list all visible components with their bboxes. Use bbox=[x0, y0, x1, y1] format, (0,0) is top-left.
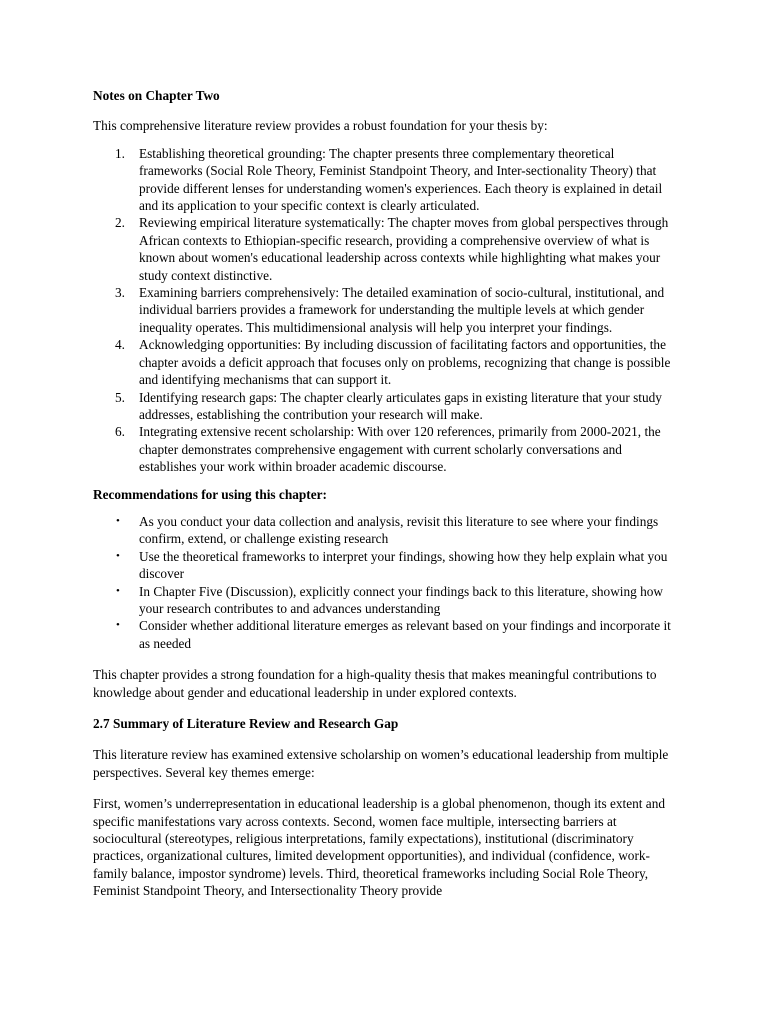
bullet-icon: • bbox=[116, 584, 120, 597]
list-item-text: Integrating extensive recent scholarship: With over 120 references, primarily from 2000-2021, the chapter demonstrates comprehensive engagement with current scholarly conversations and establishes your work within broader academic discourse. bbox=[139, 424, 661, 475]
list-item-text: Establishing theoretical grounding: The chapter presents three complementary theoretical frameworks (Social Role Theory, Feminist Standpoint Theory, and Inter-sectionality Theory) that provide different lenses for understanding women's experiences. Each theory is explained in detail and its application to your specific context is clearly articulated. bbox=[139, 145, 663, 214]
bullet-item-text: In Chapter Five (Discussion), explicitly connect your findings back to this literature, showing how your research contributes to and advances understanding bbox=[139, 583, 664, 616]
list-item bbox=[93, 389, 678, 424]
list-number: 6. bbox=[115, 424, 125, 440]
list-number: 1. bbox=[115, 145, 125, 161]
numbered-list bbox=[93, 145, 678, 476]
bullet-item bbox=[93, 548, 678, 583]
bullet-icon: • bbox=[116, 549, 120, 562]
list-item bbox=[93, 214, 678, 284]
bullet-item bbox=[93, 583, 678, 618]
list-number: 4. bbox=[115, 337, 125, 353]
section-body-paragraph: First, women’s underrepresentation in educational leadership is a global phenomenon, though its extent and specific manifestations vary across contexts. Second, women face multiple, intersecting barriers at sociocultural (stereotypes, religious interpretations, family expectations), institutional (discriminatory practices, organizational cultures, limited development opportunities), and individual (confidence, work-family balance, impostor syndrome) levels. Third, theoretical frameworks including Social Role Theory, Feminist Standpoint Theory, and Intersectionality Theory provide bbox=[93, 796, 665, 899]
document-content bbox=[93, 87, 678, 900]
bullet-item-text: As you conduct your data collection and analysis, revisit this literature to see where your findings confirm, extend, or challenge existing research bbox=[139, 513, 659, 547]
list-item-text: Identifying research gaps: The chapter clearly articulates gaps in existing literature that your study addresses, establishing the contribution your research will make. bbox=[139, 389, 662, 422]
bullet-item-text: Consider whether additional literature emerges as relevant based on your findings and incorporate it as needed bbox=[139, 618, 671, 651]
list-item-text: Acknowledging opportunities: By including discussion of facilitating factors and opportunities, the chapter avoids a deficit approach that focuses only on problems, recognizing that change is possible and identifying mechanisms that can support it. bbox=[139, 337, 671, 388]
bullet-item bbox=[93, 513, 678, 548]
bullet-icon: • bbox=[116, 619, 120, 632]
list-number: 2. bbox=[115, 215, 125, 231]
list-item bbox=[93, 284, 678, 336]
recommendations-heading: Recommendations for using this chapter: bbox=[93, 486, 327, 502]
list-item-text: Reviewing empirical literature systematically: The chapter moves from global perspectives through African contexts to Ethiopian-specific research, providing a comprehensive overview of what is known about women's educational leadership across contexts while highlighting what makes your study context distinctive. bbox=[139, 215, 669, 283]
closing-paragraph: This chapter provides a strong foundation for a high-quality thesis that makes meaningful contributions to knowledge about gender and educational leadership in under explored contexts. bbox=[93, 667, 657, 700]
section-heading: 2.7 Summary of Literature Review and Research Gap bbox=[93, 716, 399, 731]
list-item bbox=[93, 145, 678, 215]
list-item bbox=[93, 336, 678, 388]
bullet-item bbox=[93, 617, 678, 652]
list-number: 5. bbox=[115, 389, 125, 405]
intro-paragraph: This comprehensive literature review provides a robust foundation for your thesis by: bbox=[93, 118, 548, 134]
section-intro-paragraph: This literature review has examined extensive scholarship on women’s educational leadership from multiple perspectives. Several key themes emerge: bbox=[93, 747, 669, 780]
list-number: 3. bbox=[115, 285, 125, 301]
bullet-list bbox=[93, 513, 678, 652]
list-item bbox=[93, 423, 678, 475]
notes-heading: Notes on Chapter Two bbox=[93, 88, 220, 103]
list-item-text: Examining barriers comprehensively: The detailed examination of socio-cultural, institutional, and individual barriers provides a framework for understanding the multiple levels at which gender inequality operates. This multidimensional analysis will help you interpret your findings. bbox=[139, 285, 665, 335]
bullet-item-text: Use the theoretical frameworks to interpret your findings, showing how they help explain what you discover bbox=[139, 548, 668, 582]
bullet-icon: • bbox=[116, 514, 120, 527]
